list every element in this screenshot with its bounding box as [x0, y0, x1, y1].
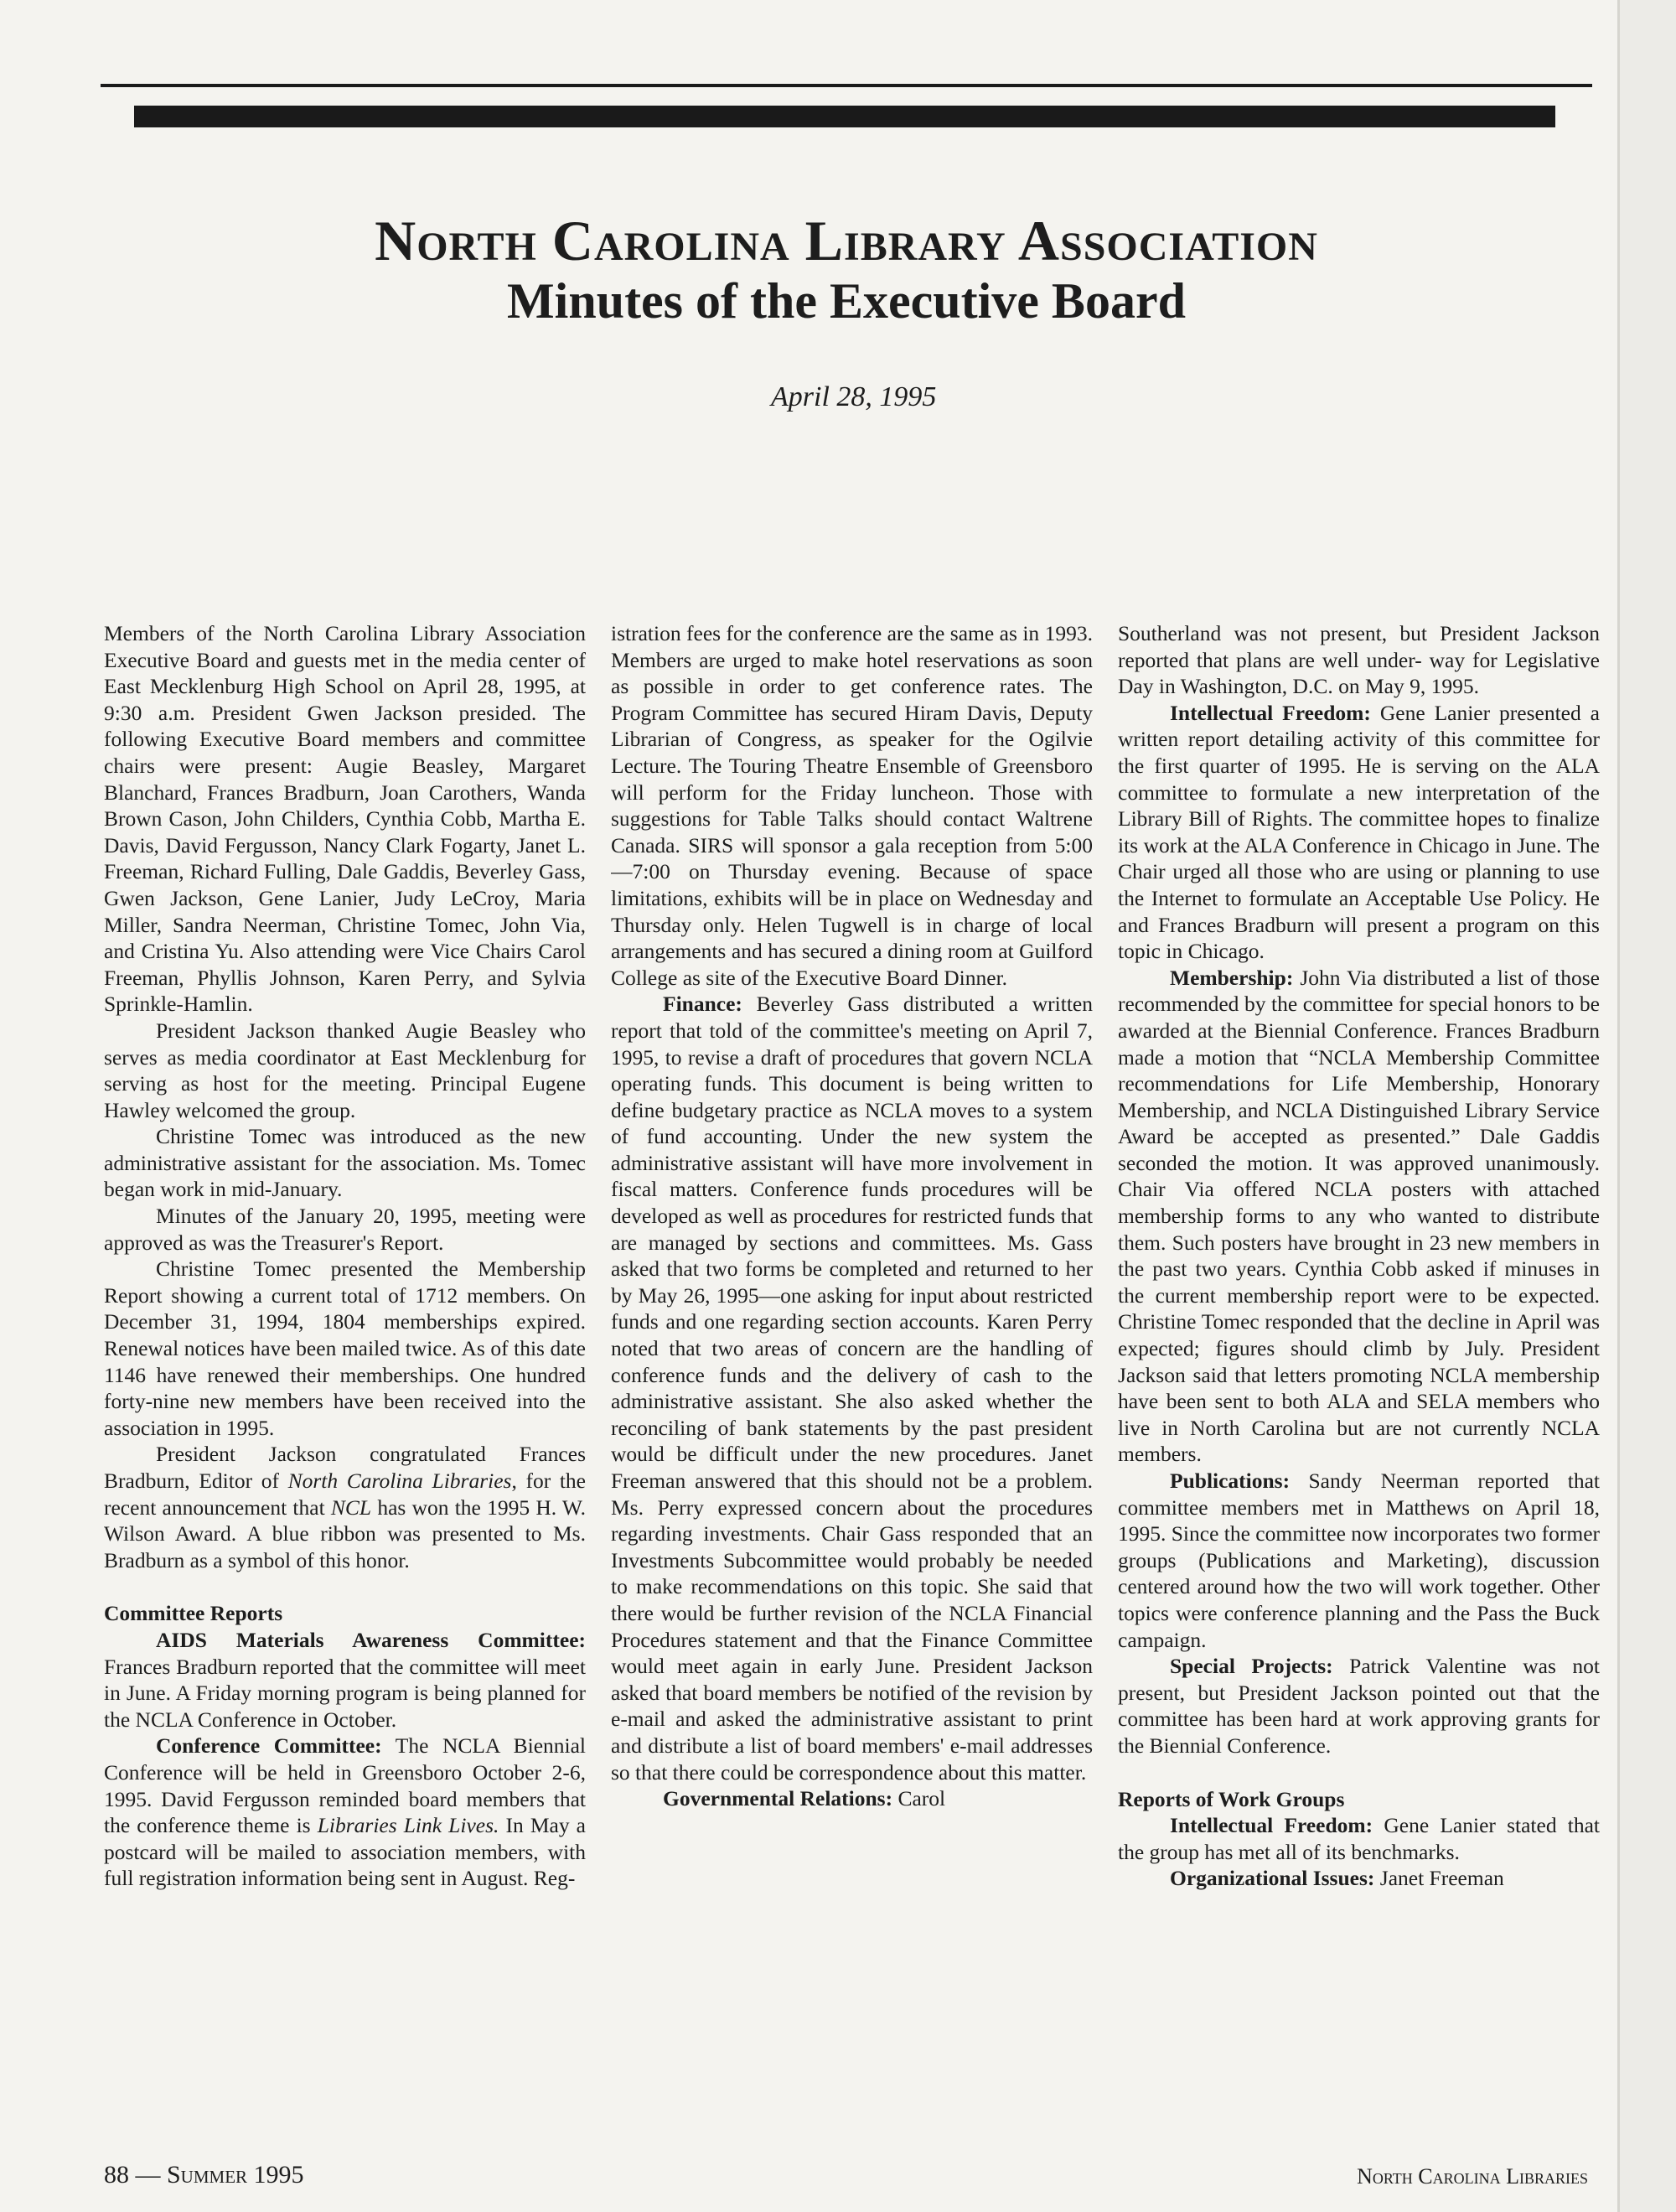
run-in-head: AIDS Materials Awareness Committee:: [156, 1627, 586, 1652]
paragraph: [1118, 700, 1600, 965]
paragraph: Southerland was not present, but President Jackson reported that plans are well under- way for Legislative Day in Washington, D.C. on May 9, 1995.: [1118, 621, 1600, 699]
meeting-date: April 28, 1995: [771, 381, 937, 412]
run-in-head: Intellectual Freedom:: [1170, 1813, 1373, 1838]
italic-title: North Carolina Libraries: [287, 1469, 512, 1493]
text-run: Carol: [892, 1786, 946, 1811]
journal-name: North Carolina Libraries: [1357, 2164, 1588, 2189]
text-run: Patrick Valentine was not present, but President Jackson pointed out that the committee has been hard at work approving grants for the Biennial Conference.: [1118, 1654, 1600, 1758]
text-run: The NCLA Biennial Conference will be held in Greensboro October 2-6, 1995. David Fergusson reminded board members that the conference theme is: [104, 1733, 586, 1838]
text-run: In May a postcard will be mailed to association members, with full registration information being sent in August. Reg-: [104, 1813, 586, 1891]
top-rule-thin: [101, 84, 1592, 87]
paragraph: [104, 1441, 586, 1573]
page-title: North Carolina Library Association: [375, 209, 1318, 272]
paragraph: Christine Tomec was introduced as the new administrative assistant for the association. Ms. Tomec began work in mid-January.: [104, 1124, 586, 1202]
run-in-head: Publications:: [1170, 1469, 1291, 1493]
text-run: , for the recent announcement that: [104, 1469, 586, 1520]
text-run: Gene Lanier presented a written report detailing activity of this committee for the first quarter of 1995. He is serving on the ALA committee to formulate a new interpretation of the Library Bill of Rights. The committee hopes to finalize its work at the ALA Conference in Chicago in June. The Chair urged all those who are using or planning to use the Internet to formulate an Acceptable Use Policy. He and Frances Bradburn will present a program on this topic in Chicago.: [1118, 700, 1600, 964]
text-run: Gene Lanier stated that the group has met all of its benchmarks.: [1118, 1813, 1600, 1864]
paragraph: [1118, 1812, 1600, 1865]
issue-season: Summer: [167, 2161, 248, 2189]
column-1: [104, 620, 586, 2062]
text-run: Beverley Gass distributed a written report that told of the committee's meeting on April 7, 1995, to revise a draft of procedures that govern NCLA operating funds. This document is being written to define budgetary practice as NCLA moves to a system of fund accounting. Under the new system the administrative assistant will have more involvement in fiscal matters. Conference funds procedures will be developed as well as procedures for restricted funds that are managed by sections and committees. Ms. Gass asked that two forms be completed and returned to her by May 26, 1995—one asking for input about restricted funds and one regarding section accounts. Karen Perry noted that two areas of concern are the handling of conference funds and the delivery of cash to the administrative assistant. She also asked whether the reconciling of bank statements by the past president would be difficult under the new procedures. Janet Freeman answered that this should not be a problem. Ms. Perry expressed concern about the procedures regarding investments. Chair Gass responded that an Investments Subcommittee would probably be needed to make recommendations on this topic. She said that there would be further revision of the NCLA Financial Procedures statement and that the Finance Committee would meet again in early June. President Jackson asked that board members be notified of the revision by e-mail and asked the administrative assistant to print and distribute a list of board members' e-mail addresses so that there could be correspondence about this matter.: [611, 992, 1093, 1785]
run-in-head: Finance:: [663, 992, 742, 1017]
folio-dash: —: [129, 2161, 167, 2189]
run-in-head: Membership:: [1170, 965, 1294, 990]
spacer: [104, 1573, 586, 1600]
text-run: President Jackson congratulated Frances Bradburn, Editor of: [104, 1442, 586, 1493]
paragraph: Minutes of the January 20, 1995, meeting were approved as was the Treasurer's Report.: [104, 1204, 586, 1255]
paragraph: [611, 1785, 1093, 1812]
run-in-head: Governmental Relations:: [663, 1786, 893, 1811]
paragraph: Christine Tomec presented the Membership Report showing a current total of 1712 members. On December 31, 1994, 1804 memberships expired. Renewal notices have been mailed twice. As of this date 1146 have renewed their memberships. One hundred forty-nine new members have been received into the association in 1995.: [104, 1256, 586, 1440]
column-2: [611, 620, 1093, 2062]
footer-folio: [104, 2161, 304, 2189]
paragraph: President Jackson thanked Augie Beasley who serves as media coordinator at East Mecklenburg for serving as host for the meeting. Principal Eugene Hawley welcomed the group.: [104, 1018, 586, 1122]
paragraph: [104, 1733, 586, 1892]
page-subtitle: Minutes of the Executive Board: [507, 272, 1186, 329]
paragraph: [1118, 1865, 1600, 1892]
italic-title: NCL: [330, 1495, 372, 1520]
paragraph: [1118, 1468, 1600, 1653]
paragraph: [611, 991, 1093, 1785]
issue-year: 1995: [247, 2161, 304, 2189]
section-heading: Committee Reports: [104, 1601, 283, 1626]
paragraph: istration fees for the conference are the same as in 1993. Members are urged to make hotel reservations as soon as possible in order to get conference rates. The Program Committee has secured Hiram Davis, Deputy Librarian of Congress, as speaker for the Ogilvie Lecture. The Touring Theatre Ensemble of Greensboro will perform for the Friday luncheon. Those with suggestions for Table Talks should contact Waltrene Canada. SIRS will sponsor a gala reception from 5:00—7:00 on Thursday evening. Because of space limitations, exhibits will be in place on Wednesday and Thursday only. Helen Tugwell is in charge of local arrangements and has secured a dining room at Guilford College as site of the Executive Board Dinner.: [611, 621, 1093, 990]
paragraph: [104, 1627, 586, 1733]
text-run: Sandy Neerman reported that committee members met in Matthews on April 18, 1995. Since the committee now incorporates two former groups (Publications and Marketing), discussion centered around how the two will work together. Other topics were conference planning and the Pass the Buck campaign.: [1118, 1469, 1600, 1652]
text-run: Frances Bradburn reported that the committee will meet in June. A Friday morning program is being planned for the NCLA Conference in October.: [104, 1654, 586, 1732]
spacer: [1118, 1759, 1600, 1786]
top-rule-thick: [134, 106, 1555, 127]
run-in-head: Intellectual Freedom:: [1170, 700, 1371, 725]
page-number: 88: [104, 2161, 129, 2189]
column-3: [1118, 620, 1600, 2062]
italic-theme: Libraries Link Lives.: [317, 1813, 499, 1838]
text-run: John Via distributed a list of those recommended by the committee for special honors to be awarded at the Biennial Conference. Frances Bradburn made a motion that “NCLA Membership Committee recommendations for Life Membership, Honorary Membership, and NCLA Distinguished Library Service Award be accepted as presented.” Dale Gaddis seconded the motion. It was approved unanimously. Chair Via offered NCLA posters with attached membership forms to any who wanted to distribute them. Such posters have brought in 23 new members in the past two years. Cynthia Cobb asked if minuses in the current membership report were to be expected. Christine Tomec responded that the decline in April was expected; figures should climb by July. President Jackson said that letters promoting NCLA membership have been sent to both ALA and SELA members who live in North Carolina but are not currently NCLA members.: [1118, 965, 1600, 1467]
paragraph: Members of the North Carolina Library Association Executive Board and guests met in the media center of East Mecklenburg High School on April 28, 1995, at 9:30 a.m. President Gwen Jackson presided. The following Executive Board members and committee chairs were present: Augie Beasley, Margaret Blanchard, Frances Bradburn, Joan Carothers, Wanda Brown Cason, John Childers, Cynthia Cobb, Martha E. Davis, David Fergusson, Nancy Clark Fogarty, Janet L. Freeman, Richard Fulling, Dale Gaddis, Beverley Gass, Gwen Jackson, Gene Lanier, Judy LeCroy, Maria Miller, Sandra Neerman, Christine Tomec, John Via, and Cristina Yu. Also attending were Vice Chairs Carol Freeman, Phyllis Johnson, Karen Perry, and Sylvia Sprinkle-Hamlin.: [104, 621, 586, 1017]
section-heading: Reports of Work Groups: [1118, 1786, 1345, 1811]
text-run: Janet Freeman: [1374, 1866, 1504, 1891]
paragraph: [1118, 1653, 1600, 1759]
text-run: has won the 1995 H. W. Wilson Award. A blue ribbon was presented to Ms. Bradburn as a symbol of this honor.: [104, 1495, 586, 1572]
title-block: [101, 210, 1592, 330]
run-in-head: Special Projects:: [1170, 1654, 1333, 1679]
paragraph: [1118, 965, 1600, 1468]
run-in-head: Organizational Issues:: [1170, 1866, 1375, 1891]
run-in-head: Conference Committee:: [156, 1733, 382, 1759]
